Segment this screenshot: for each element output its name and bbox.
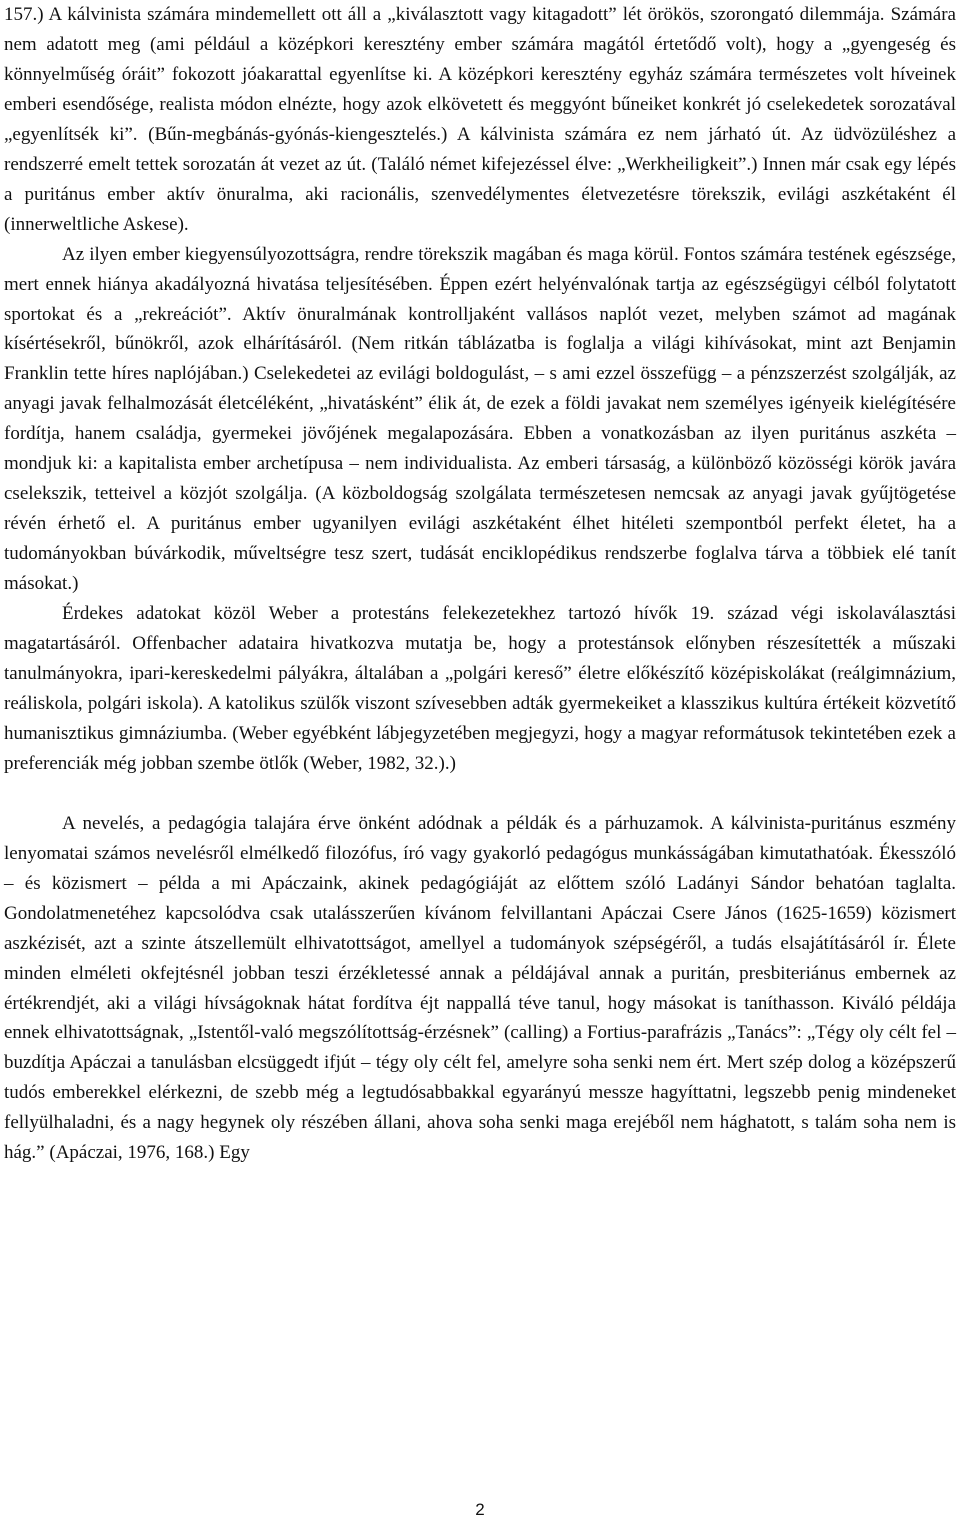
paragraph-3: Érdekes adatokat közöl Weber a protestáns felekezetekhez tartozó hívők 19. század végi iskolaválasztási magatartásáról. Offenbacher adataira hivatkozva mutatja be, hogy a protestánsok előnyben részesítették a műszaki tanulmányokra, ipari-kereskedelmi pályákra, általában a „polgári kereső” életre előkészítő középiskolákat (reálgimnázium, reáliskola, polgári iskola). A katolikus szülők viszont szívesebben adták gyermekeiket a klasszikus kultúra értékeit közvetítő humanisztikus gimnáziumba. (Weber egyébként lábjegyzetében megjegyzi, hogy a magyar reformátusok tekintetében ezek a preferenciák még jobban szembe ötlők (Weber, 1982, 32.).): [4, 603, 956, 774]
page-number: 2: [475, 1500, 485, 1519]
paragraph-1: 157.) A kálvinista számára mindemellett ott áll a „kiválasztott vagy kitagadott” lét örökös, szorongató dilemmája. Számára nem adatott meg (ami például a középkori keresztény ember számára magától értetődő volt), hogy a „gyengeség és könnyelműség óráit” fokozott jóakarattal egyenlítse ki. A középkori keresztény egyház számára természetes volt híveinek emberi esendősége, realista módon elnézte, hogy azok elkövetett és meggyónt bűneiket konkrét jó cselekedetek sorozatával „egyenlítsék ki”. (Bűn-megbánás-gyónás-kiengesztelés.) A kálvinista számára ez nem járható út. Az üdvözüléshez a rendszerré emelt tettek sorozatán át vezet az út. (Találó német kifejezéssel élve: „Werkheiligkeit”.) Innen már csak egy lépés a puritánus ember aktív önuralma, aki racionális, szenvedélymentes életvezetésre törekszik, evilági aszkétaként él (innerweltliche Askese).: [4, 4, 956, 235]
paragraph-4: A nevelés, a pedagógia talajára érve önként adódnak a példák és a párhuzamok. A kálvinista-puritánus eszmény lenyomatai számos nevelésről elmélkedő filozófus, író vagy gyakorló pedagógus munkásságában kimutathatóak. Ékesszóló – és közismert – példa a mi Apáczaink, akinek pedagógiáját az előttem szóló Ladányi Sándor behatóan taglalta. Gondolatmenetéhez kapcsolódva csak utalásszerűen kívánom felvillantani Apáczai Csere János (1625-1659) közismert aszkézisét, azt a szinte átszellemült elhivatottságot, amellyel a tudományok szépségéről, a tudás elsajátításáról ír. Élete minden elméleti okfejtésnél jobban teszi érzékletessé annak a példájával annak a puritán, presbiteriánus embernek az értékrendjét, aki a világi hívságoknak hátat fordítva éjt nappallá téve tanul, hogy másokat is taníthasson. Kiváló példája ennek elhivatottságnak, „Istentől-való megszólítottság-érzésnek” (calling) a Fortius-parafrázis „Tanács”: „Tégy oly célt fel – buzdítja Apáczai a tanulásban elcsüggedt ifjút – tégy oly célt fel, amelyre soha senki nem ért. Mert szép dolog a középszerű tudós emberekkel elérkezni, de szebb még a legtudósabbakkal egyarányú messze hagyíttatni, legszebb penig mindeneket fellyülhaladni, és a nagy hegynek oly részében állani, ahova soha senki maga erejéből nem hághatott, s talám soha nem is hág.” (Apáczai, 1976, 168.) Egy: [4, 812, 956, 1164]
paragraph-2: Az ilyen ember kiegyensúlyozottságra, rendre törekszik magában és maga körül. Fontos számára testének egészsége, mert ennek hiánya akadályozná hivatása teljesítésében. Éppen ezért helyénvalónak tartja az egészségügyi célból folytatott sportokat és a „rekreációt”. Aktív önuralmának kontrolljaként vallásos naplót vezet, melyben számot ad magának kísértésekről, bűnökről, azok elhárításáról. (Nem ritkán táblázatba is foglalja a világi kihívásokat, mint azt Benjamin Franklin tette híres naplójában.) Cselekedetei az evilági boldogulást, – s ami ezzel összefügg – a pénzszerzést szolgálják, az anyagi javak felhalmozását életcéléként, „hivatásként” élik át, de ezek a földi javakat nem személyes igényeik kielégítésére fordítja, hanem családja, gyermekei jövőjének megalapozására. Ebben a vonatkozásban az ilyen puritánus aszkéta – mondjuk ki: a kapitalista ember archetípusa – nem individualista. Az emberi társaság, a különböző közösségi körök javára cselekszik, tetteivel a közjót szolgálja. (A közboldogság szolgálata természetesen nemcsak az anyagi javak gyűjtögetése révén érhető el. A puritánus ember ugyanilyen evilági aszkétaként élhet hitéleti szempontból perfekt életet, ha a tudományokban búvárkodik, műveltségre tesz szert, tudását enciklopédikus rendszerbe foglalva tárva a többiek elé tanít másokat.): [4, 243, 956, 595]
paragraph-gap: [4, 779, 956, 809]
